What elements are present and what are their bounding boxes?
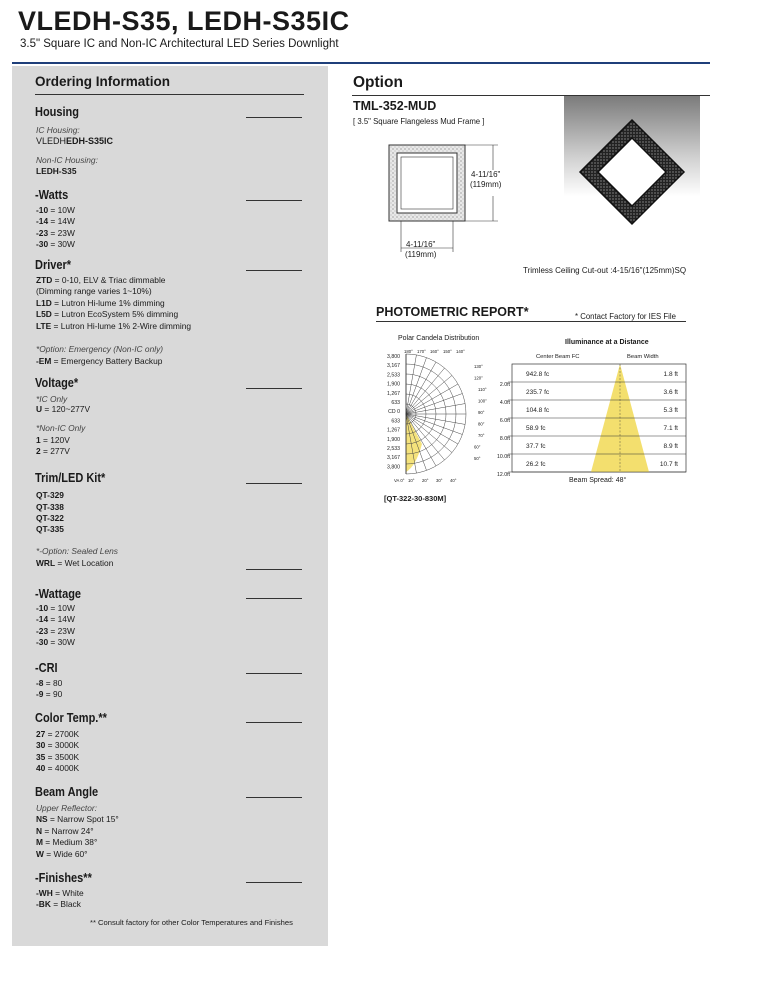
polar-left-label: 1,900: [387, 381, 400, 388]
option-desc: = 120~277V: [42, 404, 91, 414]
option-code: -14: [36, 614, 49, 624]
option-desc: = 3000K: [45, 740, 80, 750]
illuminance-col-fc: Center Beam FC: [536, 354, 580, 360]
list-item: [36, 899, 81, 910]
wattage-heading: -Wattage: [35, 587, 82, 601]
illuminance-table: [490, 360, 690, 480]
list-item: [36, 286, 152, 297]
option-code: 40: [36, 763, 46, 773]
option-desc: = 90: [43, 689, 63, 699]
option-code: -30: [36, 637, 49, 647]
polar-right-label: 90°: [478, 410, 485, 415]
illum-width: 10.7 ft: [659, 461, 678, 468]
housing-heading: Housing: [35, 105, 79, 119]
watts-fill-line: [246, 200, 302, 201]
option-desc: = 30W: [48, 239, 75, 249]
housing-ic-code: [36, 136, 113, 147]
option-title: Option: [353, 74, 403, 91]
list-item: [36, 614, 75, 625]
list-item: [36, 216, 75, 227]
trim-item: QT-322: [36, 513, 64, 523]
illum-width: 8.9 ft: [663, 443, 678, 450]
option-desc: = Lutron Hi-lume 1% 2-Wire dimming: [51, 321, 192, 331]
option-code: 27: [36, 729, 46, 739]
housing-nonic-label: Non-IC Housing:: [36, 155, 98, 165]
color-temp-heading: Color Temp.**: [35, 711, 107, 725]
polar-left-label: 3,167: [387, 363, 400, 370]
option-code: L5D: [36, 309, 52, 319]
polar-left-label: 3,800: [387, 464, 400, 471]
option-desc: = 0-10, ELV & Triac dimmable: [52, 275, 166, 285]
polar-left-label: 2,533: [387, 446, 400, 452]
trim-option-note: *-Option: Sealed Lens: [36, 546, 118, 556]
option-code: 35: [36, 752, 46, 762]
list-item: [36, 558, 113, 569]
beam-spread: Beam Spread: 48°: [569, 477, 627, 484]
option-desc: = 277V: [40, 446, 70, 456]
mud-frame-image: [564, 96, 700, 230]
option-code: -WH: [36, 888, 53, 898]
list-item: [36, 321, 191, 332]
option-desc: = 120V: [40, 435, 70, 445]
polar-left-label: 633: [391, 400, 400, 406]
option-code: ZTD: [36, 275, 53, 285]
list-item: [36, 837, 97, 848]
option-desc: = Lutron EcoSystem 5% dimming: [51, 309, 179, 319]
trim-fill-line: [246, 483, 302, 484]
polar-bottom-label: VA 0°: [394, 478, 405, 483]
list-item: [36, 603, 75, 614]
polar-left-label: 1,900: [387, 436, 400, 443]
option-code: 2: [36, 446, 41, 456]
list-item: [36, 814, 119, 825]
illum-width: 5.3 ft: [663, 407, 678, 414]
option-code: W: [36, 849, 44, 859]
watts-heading: -Watts: [35, 188, 69, 202]
polar-bottom-label: 40°: [450, 478, 457, 483]
page-subtitle: 3.5" Square IC and Non-IC Architectural LED Series Downlight: [20, 38, 339, 50]
dimension-height: [470, 170, 501, 190]
option-code: N: [36, 826, 43, 836]
cri-fill-line: [246, 673, 302, 674]
option-desc: = 14W: [48, 216, 75, 226]
option-code: -14: [36, 216, 49, 226]
polar-right-label: 120°: [474, 375, 483, 381]
list-item: [36, 435, 70, 446]
list-item: [36, 446, 70, 457]
voltage-nonic-note: *Non-IC Only: [36, 423, 86, 433]
illum-distance: 2.0ft: [499, 382, 510, 388]
option-desc: = 80: [43, 678, 63, 688]
list-item: [36, 626, 75, 637]
polar-top-label: 180°: [404, 349, 413, 354]
polar-right-label: 60°: [474, 444, 481, 450]
polar-top-label: 170°: [417, 349, 426, 354]
illum-fc: 104.8 fc: [526, 407, 550, 414]
list-item: [36, 309, 178, 320]
polar-left-label: CD 0: [388, 409, 400, 416]
list-item: [36, 678, 62, 689]
list-item: [36, 689, 62, 700]
option-code: -23: [36, 626, 49, 636]
option-desc: = Lutron Hi-lume 1% dimming: [51, 298, 165, 308]
option-desc: = 10W: [48, 603, 75, 613]
illum-distance: 10.0ft: [497, 454, 510, 460]
cutout-spec: Trimless Ceiling Cut-out :4-15/16"(125mm)SQ: [523, 266, 687, 275]
mud-frame-photo: [564, 96, 700, 230]
polar-candela-chart: [380, 345, 495, 485]
voltage-ic-note: *IC Only: [36, 394, 68, 404]
ordering-footnote: ** Consult factory for other Color Temperatures and Finishes: [90, 918, 293, 927]
polar-bottom-label: 20°: [422, 478, 429, 483]
dimension-height-in: 4-11/16": [471, 170, 501, 179]
wattage-fill-line: [246, 598, 302, 599]
polar-left-label: 1,267: [387, 427, 400, 434]
finishes-heading: -Finishes**: [35, 871, 92, 885]
option-desc: = 14W: [48, 614, 75, 624]
polar-right-label: 70°: [478, 433, 485, 438]
illum-width: 3.6 ft: [663, 389, 678, 396]
driver-heading: Driver*: [35, 258, 72, 272]
trim-item: QT-329: [36, 490, 64, 500]
header-divider: [12, 62, 710, 64]
illum-fc: 942.8 fc: [526, 371, 550, 378]
option-desc: (Dimming range varies 1~10%): [36, 286, 152, 296]
ordering-title: Ordering Information: [35, 74, 170, 89]
housing-nonic-code: LEDH-S35: [36, 166, 77, 176]
option-desc: = Narrow 24°: [42, 826, 94, 836]
mud-frame-drawing: [380, 140, 500, 265]
option-code: -30: [36, 239, 49, 249]
list-item: [36, 298, 165, 309]
illum-width: 1.8 ft: [663, 371, 678, 378]
illum-fc: 37.7 fc: [526, 443, 546, 450]
option-code: -9: [36, 689, 44, 699]
polar-right-label: 110°: [478, 387, 487, 392]
photometric-title: PHOTOMETRIC REPORT*: [376, 305, 529, 319]
illum-fc: 235.7 fc: [526, 389, 550, 396]
cri-heading: -CRI: [35, 661, 58, 675]
housing-ic-prefix: VLEDH: [36, 136, 67, 146]
option-desc: = White: [52, 888, 84, 898]
option-code: NS: [36, 814, 48, 824]
list-item: [36, 849, 88, 860]
option-desc: = Emergency Battery Backup: [51, 356, 163, 366]
color-temp-fill-line: [246, 722, 302, 723]
trim-item: QT-335: [36, 524, 64, 534]
option-code: -8: [36, 678, 44, 688]
polar-left-label: 3,167: [387, 455, 400, 462]
illum-distance: 6.0ft: [499, 418, 510, 424]
polar-bottom-label: 30°: [436, 478, 443, 483]
option-description: [ 3.5" Square Flangeless Mud Frame ]: [353, 117, 485, 126]
option-desc: = 3500K: [45, 752, 80, 762]
list-item: [36, 826, 94, 837]
driver-fill-line: [246, 270, 302, 271]
list-item: [36, 356, 162, 367]
list-item: [36, 228, 75, 239]
list-item: [36, 752, 79, 763]
option-code: LTE: [36, 321, 52, 331]
illum-distance: 4.0ft: [499, 400, 510, 406]
polar-left-label: 3,800: [387, 354, 400, 360]
trim-heading: Trim/LED Kit*: [35, 471, 106, 485]
option-code: -23: [36, 228, 49, 238]
list-item: [36, 275, 165, 286]
option-code: -BK: [36, 899, 51, 909]
option-desc: = Wet Location: [55, 558, 114, 568]
option-desc: = 30W: [48, 637, 75, 647]
beam-angle-heading: Beam Angle: [35, 785, 99, 799]
option-code: 1: [36, 435, 41, 445]
list-item: [36, 763, 79, 774]
voltage-heading: Voltage*: [35, 376, 79, 390]
illum-fc: 26.2 fc: [526, 461, 546, 468]
illum-distance: 12.0ft: [497, 472, 510, 478]
illuminance-col-width: Beam Width: [627, 354, 659, 360]
polar-top-label: 150°: [443, 349, 452, 354]
driver-option-note: *Option: Emergency (Non-IC only): [36, 344, 164, 354]
housing-ic-code-bold: EDH-S35IC: [66, 136, 114, 146]
option-desc: = Medium 38°: [42, 837, 98, 847]
polar-top-label: 160°: [430, 349, 439, 354]
list-item: [36, 888, 84, 899]
option-code: -EM: [36, 356, 52, 366]
option-desc: = 23W: [48, 626, 75, 636]
option-desc: = 10W: [48, 205, 75, 215]
housing-ic-label: IC Housing:: [36, 125, 80, 135]
dimension-width-mm: (119mm): [405, 250, 437, 259]
option-code: WRL: [36, 558, 56, 568]
list-item: [36, 404, 90, 415]
polar-right-label: 80°: [478, 421, 485, 427]
photometric-note: * Contact Factory for IES File: [575, 312, 676, 321]
polar-chart-title: Polar Candela Distribution: [398, 335, 480, 342]
option-code: M: [36, 837, 43, 847]
trim-item: QT-338: [36, 502, 64, 512]
photometric-rule: [376, 321, 686, 322]
polar-left-label: 2,533: [387, 372, 400, 379]
polar-top-label: 140°: [456, 349, 465, 354]
illum-width: 7.1 ft: [663, 425, 678, 432]
part-number: [QT-322-30-830M]: [384, 494, 447, 503]
dimension-height-mm: (119mm): [470, 180, 502, 189]
list-item: [36, 740, 79, 751]
option-code: L1D: [36, 298, 52, 308]
dimension-width-in: 4-11/16": [406, 240, 436, 249]
polar-left-label: 1,267: [387, 390, 400, 397]
illum-distance: 8.0ft: [499, 436, 510, 442]
option-desc: = 4000K: [45, 763, 80, 773]
page-title: VLEDH-S35, LEDH-S35IC: [18, 6, 350, 36]
list-item: [36, 239, 75, 250]
list-item: [36, 729, 79, 740]
option-desc: = Black: [50, 899, 81, 909]
illuminance-title: Illuminance at a Distance: [565, 339, 649, 346]
list-item: [36, 637, 75, 648]
finishes-fill-line: [246, 882, 302, 883]
beam-angle-fill-line: [246, 797, 302, 798]
housing-fill-line: [246, 117, 302, 118]
polar-left-label: 633: [391, 418, 400, 425]
option-code: 30: [36, 740, 46, 750]
list-item: [36, 205, 75, 216]
illum-fc: 58.9 fc: [526, 425, 546, 432]
trim-option-fill-line: [246, 569, 302, 570]
option-desc: = 2700K: [45, 729, 80, 739]
beam-angle-note: Upper Reflector:: [36, 803, 97, 813]
polar-right-label: 50°: [474, 456, 481, 461]
option-model: TML-352-MUD: [353, 99, 437, 113]
option-desc: = Wide 60°: [43, 849, 88, 859]
dimension-width: [405, 240, 436, 260]
voltage-fill-line: [246, 388, 302, 389]
option-code: -10: [36, 603, 49, 613]
option-desc: = 23W: [48, 228, 75, 238]
polar-right-label: 100°: [478, 398, 487, 404]
polar-right-label: 130°: [474, 364, 483, 369]
polar-bottom-label: 10°: [408, 478, 415, 483]
option-code: U: [36, 404, 43, 414]
option-code: -10: [36, 205, 49, 215]
ordering-title-rule: [35, 94, 304, 95]
option-desc: = Narrow Spot 15°: [47, 814, 119, 824]
